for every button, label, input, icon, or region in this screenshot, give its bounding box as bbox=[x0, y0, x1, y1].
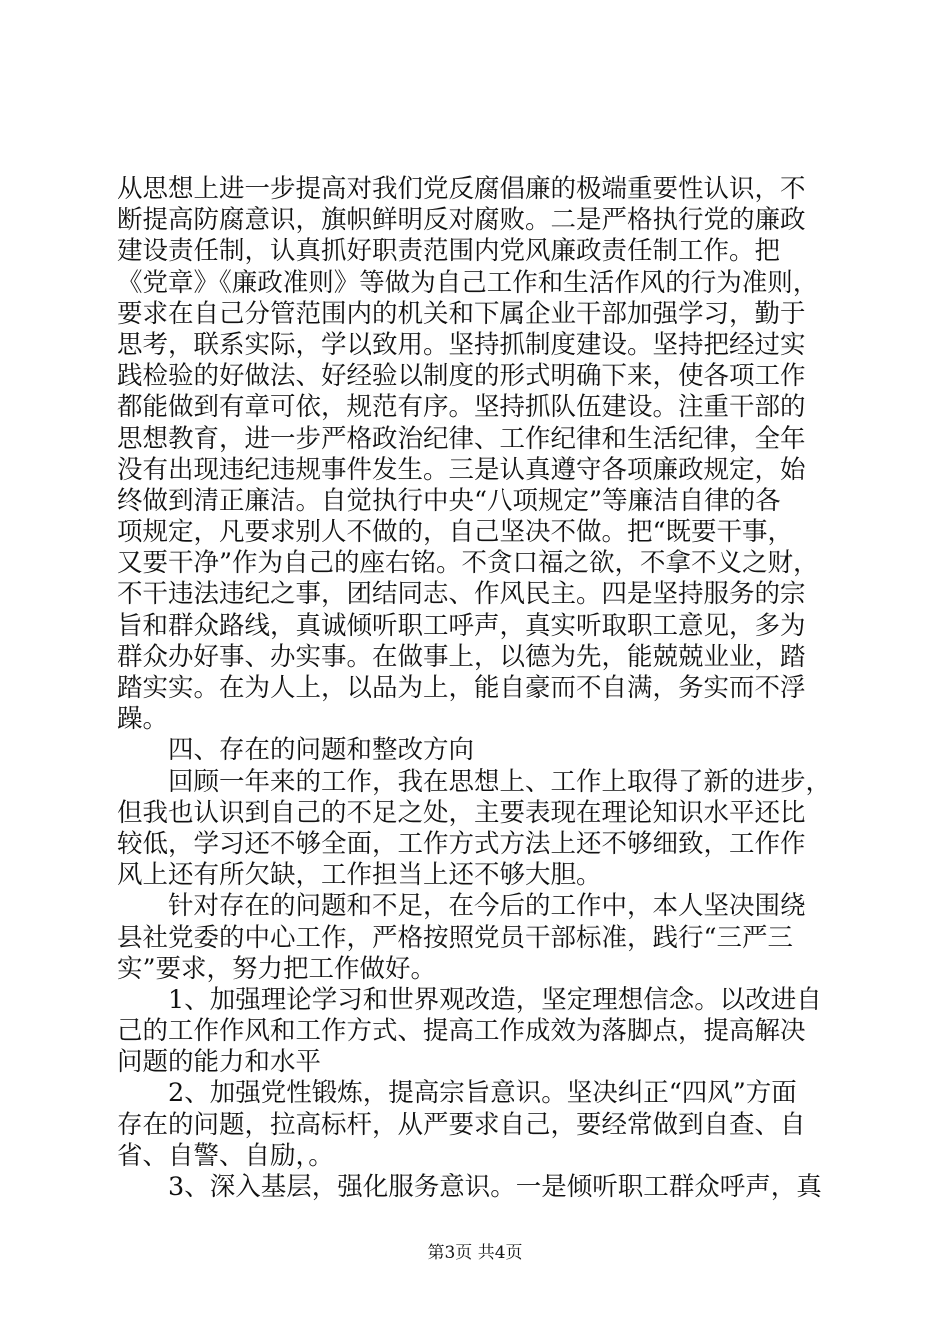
paragraph-first-line: 3、深入基层，强化服务意识。一是倾听职工群众呼声，真 bbox=[168, 1172, 822, 1202]
page-footer: 第3页 共4页 bbox=[427, 1243, 523, 1263]
paragraph-first-line: 四、存在的问题和整改方向 bbox=[168, 735, 475, 766]
text-line: 省、自警、自励，。 bbox=[117, 1140, 334, 1171]
text-line: 不干违法违纪之事，团结同志、作风民主。四是坚持服务的宗 bbox=[117, 579, 806, 610]
text-line: 己的工作作风和工作方式、提高工作成效为落脚点，提高解决 bbox=[117, 1016, 806, 1047]
text-line: 思想教育，进一步严格政治纪律、工作纪律和生活纪律，全年 bbox=[117, 423, 806, 454]
text-line: 要求在自己分管范围内的机关和下属企业干部加强学习，勤于 bbox=[117, 298, 806, 329]
text-line: 《党章》《廉政准则》等做为自己工作和生活作风的行为准则， bbox=[117, 267, 819, 298]
text-line: 又要干净”作为自己的座右铭。不贪口福之欲，不拿不义之财， bbox=[117, 548, 819, 579]
paragraph-first-line: 2、加强党性锻炼，提高宗旨意识。坚决纠正“四风”方面 bbox=[168, 1078, 797, 1109]
paragraph-first-line: 回顾一年来的工作，我在思想上、工作上取得了新的进步， bbox=[168, 766, 832, 797]
text-line: 实”要求，努力把工作做好。 bbox=[117, 953, 437, 984]
text-line: 断提高防腐意识，旗帜鲜明反对腐败。二是严格执行党的廉政 bbox=[117, 205, 806, 236]
text-line: 但我也认识到自己的不足之处，主要表现在理论知识水平还比 bbox=[117, 797, 806, 828]
document-body bbox=[117, 174, 833, 1203]
paragraph-first-line: 1、加强理论学习和世界观改造，坚定理想信念。以改进自 bbox=[168, 984, 822, 1015]
text-line: 踏实实。在为人上，以品为上，能自豪而不自满，务实而不浮 bbox=[117, 673, 806, 703]
paragraph-first-line: 针对存在的问题和不足，在今后的工作中，本人坚决围绕 bbox=[168, 891, 806, 922]
text-line: 项规定，凡要求别人不做的，自己坚决不做。把“既要干事， bbox=[117, 517, 794, 548]
text-line: 终做到清正廉洁。自觉执行中央“八项规定”等廉洁自律的各 bbox=[117, 485, 781, 516]
text-line: 较低，学习还不够全面，工作方式方法上还不够细致，工作作 bbox=[117, 828, 806, 859]
text-line: 旨和群众路线，真诚倾听职工呼声，真实听取职工意见，多为 bbox=[117, 610, 806, 641]
text-line: 没有出现违纪违规事件发生。三是认真遵守各项廉政规定，始 bbox=[117, 454, 806, 485]
text-line: 存在的问题，拉高标杆，从严要求自己，要经常做到自查、自 bbox=[117, 1109, 806, 1140]
text-line: 思考，联系实际，学以致用。坚持抓制度建设。坚持把经过实 bbox=[117, 329, 806, 360]
text-line: 践检验的好做法、好经验以制度的形式明确下来，使各项工作 bbox=[117, 361, 806, 392]
text-line: 问题的能力和水平 bbox=[117, 1047, 322, 1078]
text-line: 从思想上进一步提高对我们党反腐倡廉的极端重要性认识，不 bbox=[117, 174, 806, 204]
text-line: 群众办好事、办实事。在做事上，以德为先，能兢兢业业，踏 bbox=[117, 641, 806, 672]
text-line: 建设责任制，认真抓好职责范围内党风廉政责任制工作。把 bbox=[117, 236, 781, 267]
text-line: 风上还有所欠缺，工作担当上还不够大胆。 bbox=[117, 860, 602, 891]
text-line: 县社党委的中心工作，严格按照党员干部标准，践行“三严三 bbox=[117, 922, 794, 953]
text-line: 都能做到有章可依，规范有序。坚持抓队伍建设。注重干部的 bbox=[117, 392, 806, 423]
text-line: 躁。 bbox=[117, 704, 169, 735]
